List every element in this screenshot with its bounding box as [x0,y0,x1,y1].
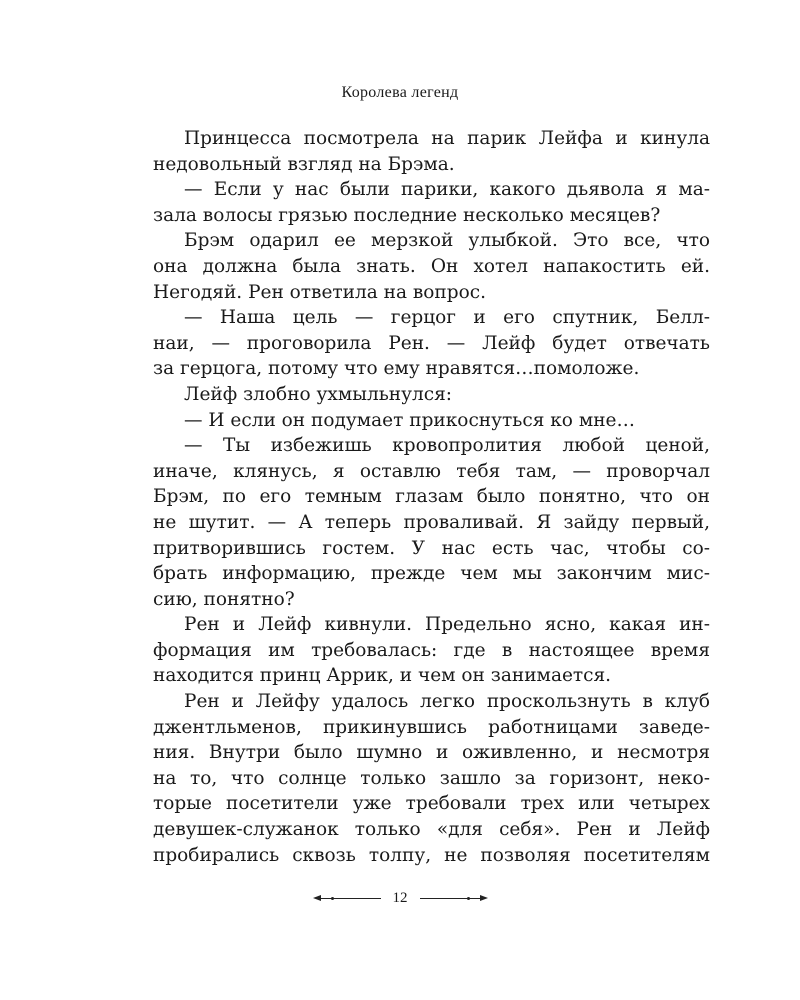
running-head-title: Королева легенд [341,84,459,101]
text-line: Принцесса посмотрела на парик Лейфа и кинула [184,128,710,149]
text-line: — Наша цель — герцог и его спутник, Белл- [184,307,710,329]
text-line: наи, — проговорила Рен. — Лейф будет отвечать [153,332,710,354]
text-line: недовольный взгляд на Брэма. [153,153,455,175]
text-line: притворившись гостем. У нас есть час, чтобы со- [153,537,710,559]
text-line: — Если у нас были парики, какого дьявола я ма- [184,179,710,201]
text-line: иначе, клянусь, я оставлю тебя там, — проворчал [153,460,710,482]
body-text [153,126,710,868]
text-line: она должна была знать. Он хотел напакостить ей. [153,255,710,277]
text-line: формация им требовалась: где в настоящее время [153,639,710,661]
text-line: Рен и Лейфу удалось легко проскользнуть в клуб [184,691,710,713]
text-line: не шутит. — А теперь проваливай. Я зайду первый, [153,511,710,533]
folio [0,887,800,909]
page-number: 12 [392,890,408,906]
text-line: ния. Внутри было шумно и оживленно, и несмотря [153,742,710,764]
text-line: брать информацию, прежде чем мы закончим мис- [153,563,710,585]
text-line: Лейф злобно ухмыльнулся: [184,383,453,405]
text-line: сию, понятно? [153,588,295,610]
text-line: находится принц Аррик, и чем он занимается. [153,665,612,687]
text-line: — И если он подумает прикоснуться ко мне… [184,409,635,431]
text-line: торые посетители уже требовали трех или четырех [153,793,710,815]
text-line: на то, что солнце только зашло за горизонт, неко- [153,767,710,789]
text-line: Негодяй. Рен ответила на вопрос. [153,281,486,303]
text-line: зала волосы грязью последние несколько месяцев? [153,204,661,226]
folio-right-ornament [420,898,484,899]
text-line: джентльменов, прикинувшись работницами заведе- [153,716,710,738]
text-line: Брэм, по его темным глазам было понятно, что он [153,486,710,508]
text-line: Рен и Лейф кивнули. Предельно ясно, какая ин- [184,614,710,636]
text-line: Брэм одарил ее мерзкой улыбкой. Это все, что [184,230,710,252]
text-line: — Ты избежишь кровопролития любой ценой, [184,435,710,457]
folio-left-ornament [317,898,381,899]
text-line: пробирались сквозь толпу, не позволяя посетителям [153,844,710,866]
text-line: за герцога, потому что ему нравятся…помоложе. [153,358,640,380]
text-line: девушек-служанок только «для себя». Рен и Лейф [153,819,710,841]
